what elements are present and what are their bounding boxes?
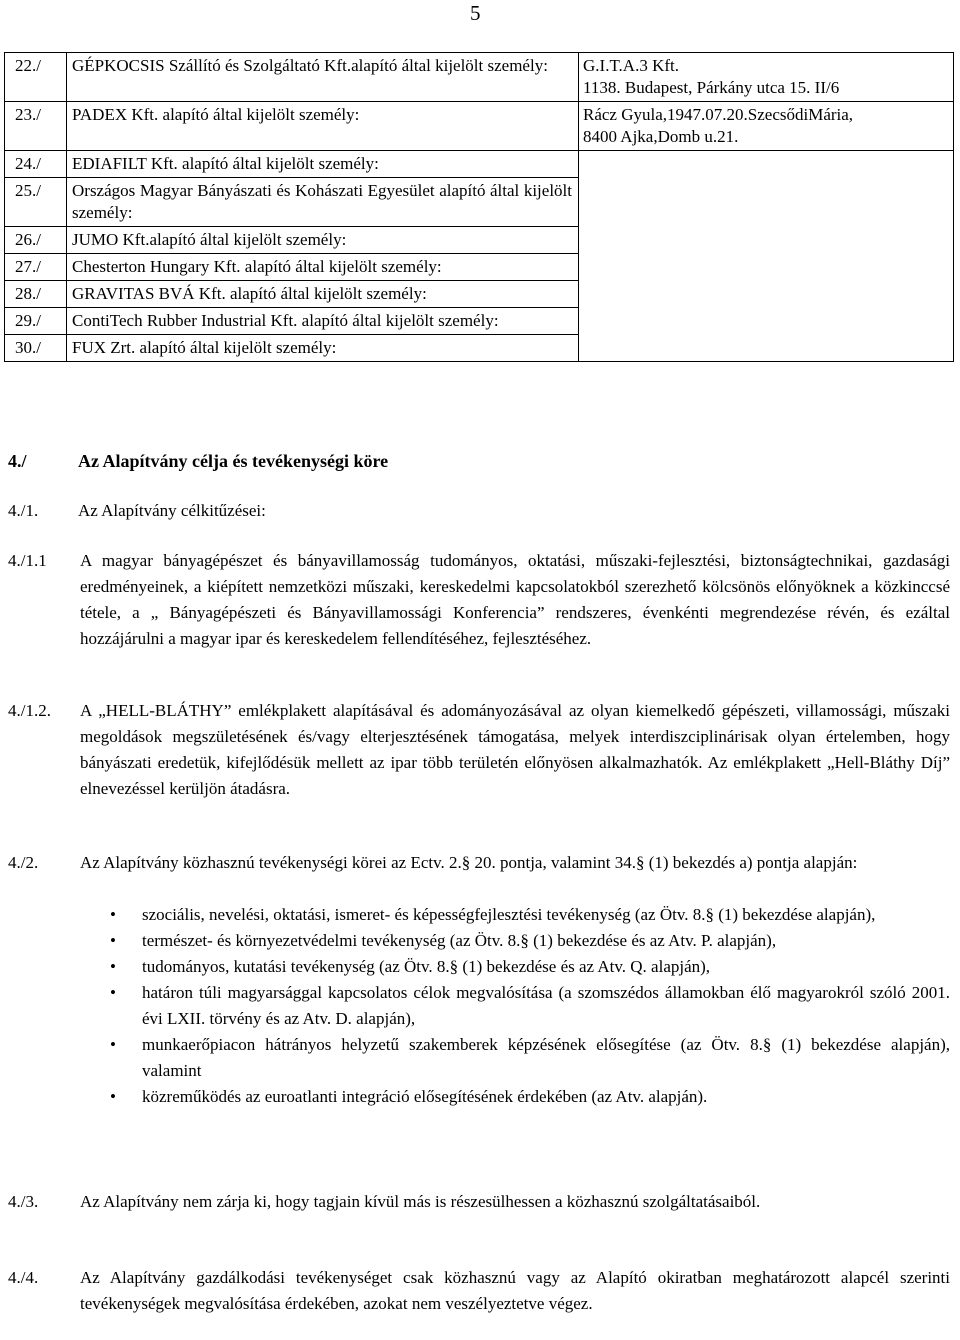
bullet-icon: •: [110, 905, 116, 924]
list-item-text: természet- és környezetvédelmi tevékenység (az Ötv. 8.§ (1) bekezdése és az Atv. P. alapján),: [142, 931, 777, 950]
paragraph-number: 4./2.: [8, 853, 39, 872]
bullet-icon: •: [110, 931, 116, 950]
row-number: 25./: [5, 178, 67, 227]
list-item: [80, 1032, 950, 1084]
row-description: Chesterton Hungary Kft. alapító által kijelölt személy:: [67, 254, 579, 281]
paragraph-number: 4./3.: [8, 1192, 39, 1211]
list-item-text: tudományos, kutatási tevékenység (az Ötv. 8.§ (1) bekezdése és az Atv. Q. alapján),: [142, 957, 711, 976]
row-number: 28./: [5, 281, 67, 308]
row-number: 29./: [5, 308, 67, 335]
row-address: [579, 102, 954, 151]
row-number: 26./: [5, 227, 67, 254]
paragraph-4-4: [8, 1265, 950, 1317]
row-description: GRAVITAS BVÁ Kft. alapító által kijelölt személy:: [67, 281, 579, 308]
bullet-icon: •: [110, 957, 116, 976]
paragraph-text: A „HELL-BLÁTHY” emlékplakett alapításával és adományozásával az olyan kiemelkedő gépészeti, villamossági, műszaki megoldások megszületésének és/vagy elterjesztésének támogatása, melyek interdiszciplinárisak olyan értelemben, hogy bányászati eredetük, kifejlődésük mellett az ipar több területén előnyösen alkalmazhatók. Az emlékplakett „Hell-Bláthy Díj” elnevezéssel kerüljön átadásra.: [80, 701, 950, 798]
row-number: 27./: [5, 254, 67, 281]
row-description: GÉPKOCSIS Szállító és Szolgáltató Kft.alapító által kijelölt személy:: [67, 53, 579, 102]
section-title: Az Alapítvány célja és tevékenységi köre: [78, 451, 389, 471]
list-item: [80, 902, 950, 928]
paragraph-number: 4./4.: [8, 1268, 39, 1287]
page-number: 5: [470, 1, 481, 25]
row-description: JUMO Kft.alapító által kijelölt személy:: [67, 227, 579, 254]
subsection-title: Az Alapítvány célkitűzései:: [78, 501, 266, 520]
list-item: [80, 954, 950, 980]
bullet-icon: •: [110, 1087, 116, 1106]
table-row: [5, 102, 954, 151]
section-number: 4./: [8, 451, 27, 471]
row-number: 22./: [5, 53, 67, 102]
list-item-text: szociális, nevelési, oktatási, ismeret- és képességfejlesztési tevékenység (az Ötv. 8.§ (1) bekezdése alapján),: [142, 905, 876, 924]
row-description: ContiTech Rubber Industrial Kft. alapító által kijelölt személy:: [67, 308, 579, 335]
subsection-heading: [8, 498, 266, 524]
list-item: [80, 980, 950, 1032]
row-address: [579, 151, 954, 362]
bullet-icon: •: [110, 1035, 116, 1054]
address-line: Rácz Gyula,1947.07.20.SzecsődiMária,: [583, 105, 854, 124]
row-description: FUX Zrt. alapító által kijelölt személy:: [67, 335, 579, 362]
paragraph-4-1-1: [8, 548, 950, 652]
subsection-number: 4./1.: [8, 501, 39, 520]
members-table: [4, 52, 954, 362]
row-address: [579, 53, 954, 102]
paragraph-text: Az Alapítvány nem zárja ki, hogy tagjain kívül más is részesülhessen a közhasznú szolgáltatásaiból.: [80, 1192, 761, 1211]
paragraph-4-2: [8, 850, 950, 876]
row-description: PADEX Kft. alapító által kijelölt személy:: [67, 102, 579, 151]
row-description: EDIAFILT Kft. alapító által kijelölt személy:: [67, 151, 579, 178]
row-number: 30./: [5, 335, 67, 362]
members-table-body: [5, 53, 954, 362]
table-row: [5, 53, 954, 102]
address-line: 8400 Ajka,Domb u.21.: [583, 127, 739, 146]
paragraph-number: 4./1.2.: [8, 701, 51, 720]
table-row: [5, 151, 954, 178]
paragraph-text: Az Alapítvány közhasznú tevékenységi körei az Ectv. 2.§ 20. pontja, valamint 34.§ (1) bekezdés a) pontja alapján:: [80, 853, 858, 872]
paragraph-4-1-2: [8, 698, 950, 802]
list-item: [80, 1084, 950, 1110]
address-line: 1138. Budapest, Párkány utca 15. II/6: [583, 78, 840, 97]
row-number: 23./: [5, 102, 67, 151]
address-line: G.I.T.A.3 Kft.: [583, 56, 679, 75]
list-item-text: munkaerőpiacon hátrányos helyzetű szakemberek képzésének elősegítése (az Ötv. 8.§ (1) bekezdése alapján), valamint: [142, 1035, 950, 1080]
paragraph-number: 4./1.1: [8, 551, 47, 570]
list-item-text: közreműködés az euroatlanti integráció elősegítésének érdekében (az Atv. alapján).: [142, 1087, 708, 1106]
bullet-icon: •: [110, 983, 116, 1002]
paragraph-text: A magyar bányagépészet és bányavillamosság tudományos, oktatási, műszaki-fejlesztési, biztonságtechnikai, gazdasági eredményeinek, a kiépített nemzetközi műszaki, kereskedelmi kapcsolatokból szerezhető kölcsönös előnyöknek a közkinccsé tétele, a „ Bányagépészeti és Bányavillamossági Konferencia” rendszeres, évenkénti megrendezése révén, és ezáltal hozzájárulni a magyar ipar és kereskedelem fellendítéséhez, fejlesztéséhez.: [80, 551, 950, 648]
row-description: Országos Magyar Bányászati és Kohászati Egyesület alapító által kijelölt személy:: [67, 178, 579, 227]
paragraph-text: Az Alapítvány gazdálkodási tevékenységet csak közhasznú vagy az Alapító okiratban meghatározott alapcél szerinti tevékenységek megvalósítása érdekében, azokat nem veszélyeztetve végez.: [80, 1268, 950, 1313]
section-heading: [8, 448, 388, 474]
paragraph-4-3: [8, 1189, 950, 1215]
row-number: 24./: [5, 151, 67, 178]
list-item: [80, 928, 950, 954]
activity-list: [80, 902, 950, 1110]
list-item-text: határon túli magyarsággal kapcsolatos célok megvalósítása (a szomszédos államokban élő magyarokról szóló 2001. évi LXII. törvény és az Atv. D. alapján),: [142, 983, 950, 1028]
